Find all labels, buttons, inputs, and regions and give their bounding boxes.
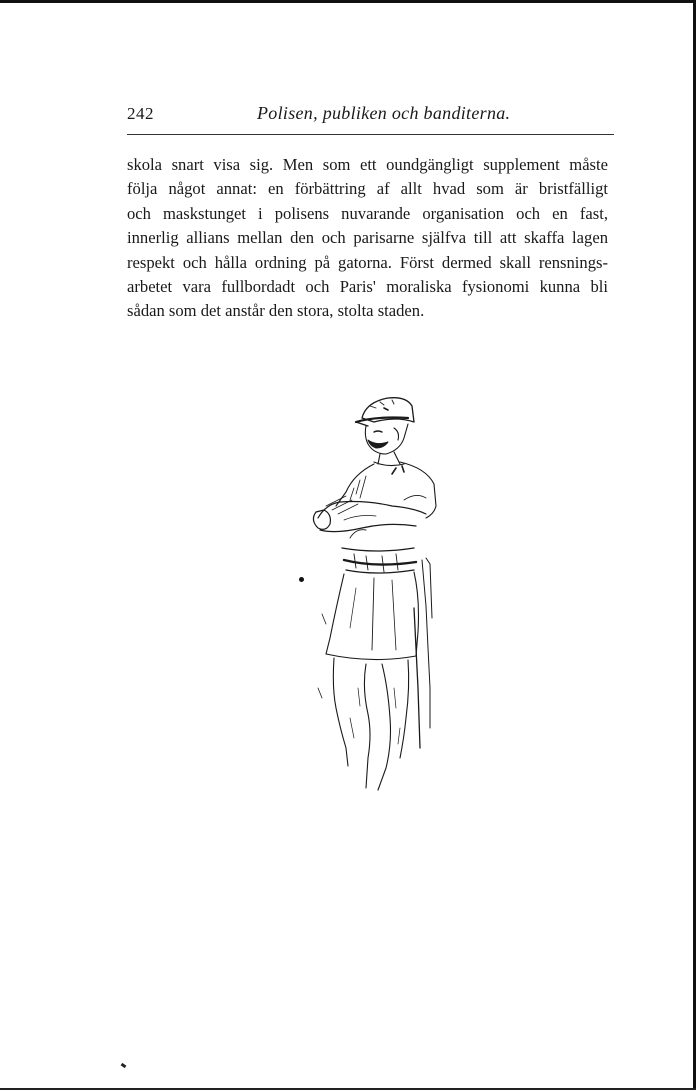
policeman-sketch-illustration: [296, 388, 446, 793]
header-rule: [127, 134, 614, 135]
ink-dot-mark: [299, 577, 304, 582]
running-header: [127, 103, 614, 129]
crossed-arms: [313, 495, 426, 538]
text-line-4: innerlig allians mellan den och parisarne själfva till att skaffa lagen: [127, 228, 608, 248]
page-frame-top-edge: [0, 0, 696, 3]
text-line-2: följa något annat: en förbättring af allt hvad som är bristfälligt: [127, 179, 608, 199]
belt: [342, 548, 416, 573]
text-line-6: arbetet vara fullbordadt och Paris' moraliska fysionomi kunna bli: [127, 277, 608, 297]
page-number: 242: [127, 104, 154, 123]
body-paragraph: [127, 153, 608, 324]
collar-torso: [336, 462, 436, 518]
text-line-7: sådan som det anstår den stora, stolta staden.: [127, 301, 425, 321]
head-face: [365, 424, 408, 464]
text-line-5: respekt och hålla ordning på gatorna. Först dermed skall rensnings-: [127, 252, 608, 272]
coat-skirt: [326, 572, 419, 660]
text-line-3: och maskstunget i polisens nuvarande organisation och en fast,: [127, 203, 608, 223]
ink-speck-mark: [121, 1063, 127, 1068]
running-title: Polisen, publiken och banditerna.: [257, 103, 511, 123]
kepi-cap: [356, 398, 414, 426]
text-line-1: skola snart visa sig. Men som ett oundgängligt supplement måste: [127, 155, 608, 174]
